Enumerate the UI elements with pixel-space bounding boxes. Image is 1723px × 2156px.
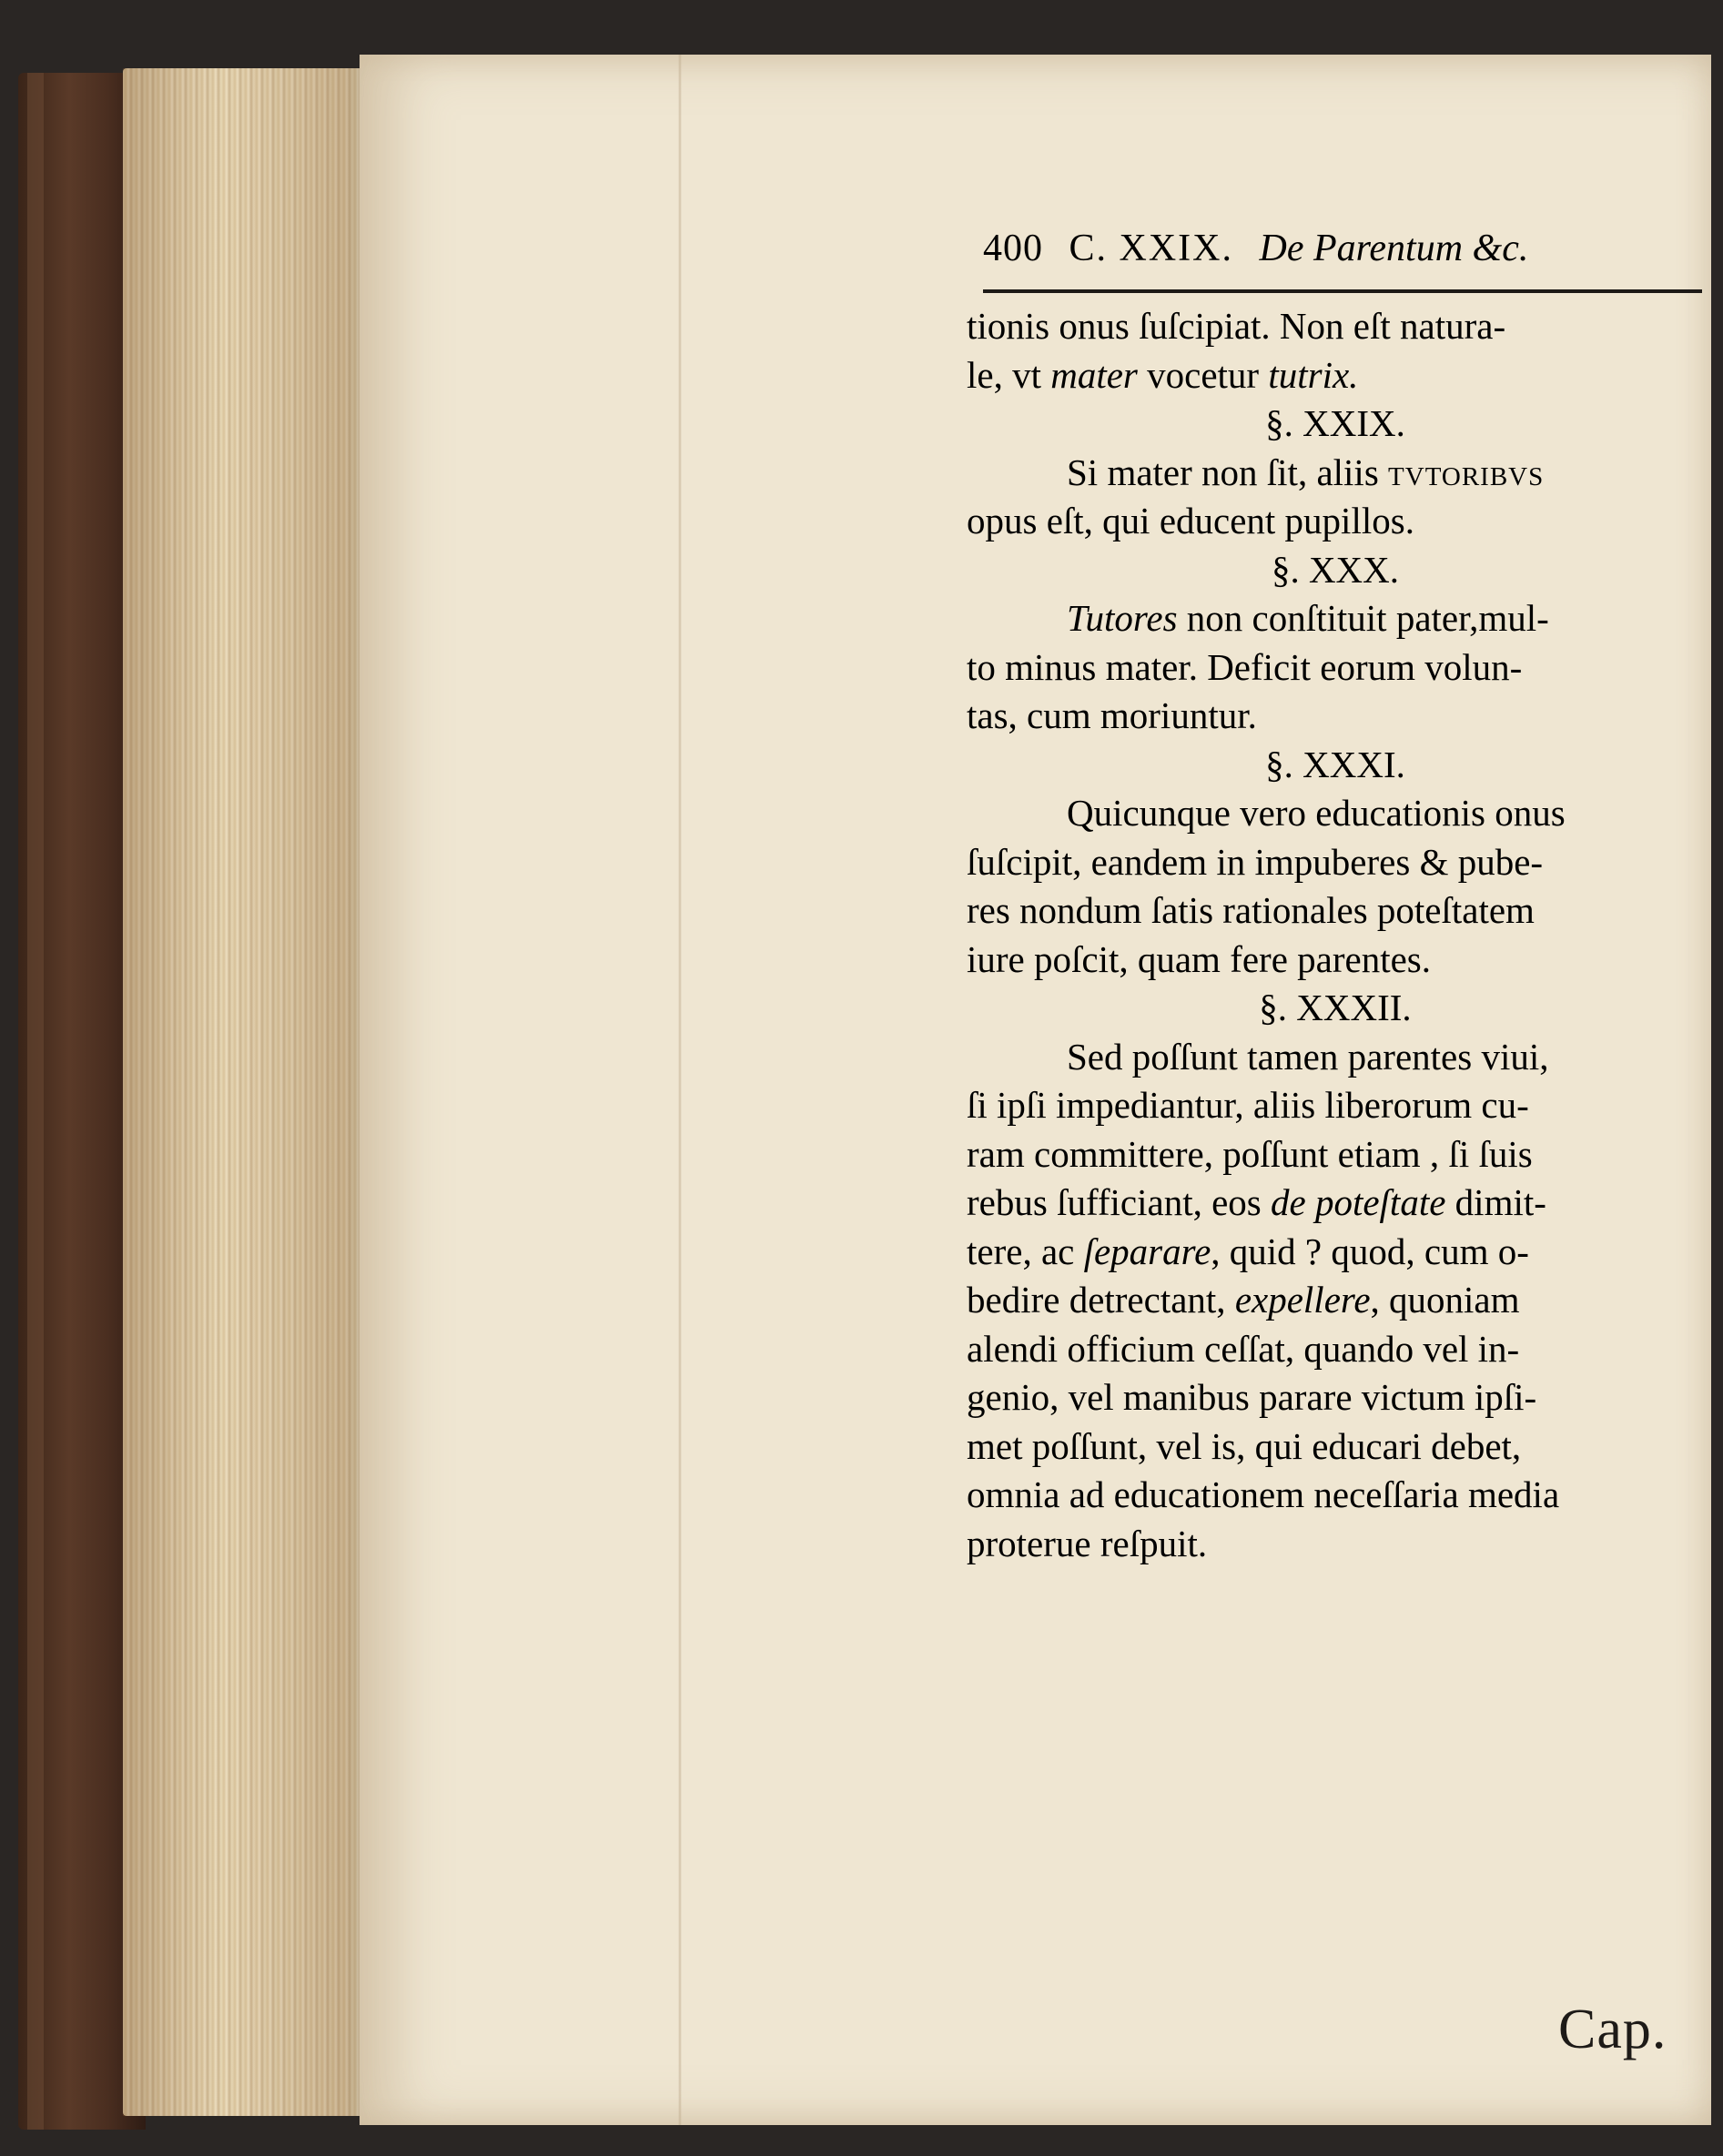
section-heading: §. XXXI. bbox=[1265, 743, 1405, 785]
gutter-fold bbox=[678, 55, 682, 2125]
section-heading: §. XXX. bbox=[1271, 548, 1400, 591]
text-line: Sed poſſunt tamen parentes viui, bbox=[1067, 1035, 1549, 1078]
running-title: De Parentum &c. bbox=[1259, 228, 1529, 269]
text-line: omnia ad educationem neceſſaria media bbox=[967, 1473, 1560, 1515]
header-rule bbox=[983, 289, 1702, 293]
catchword: Cap. bbox=[1558, 1999, 1667, 2060]
section-heading: §. XXIX. bbox=[1265, 402, 1405, 444]
running-header bbox=[983, 228, 1702, 269]
text-line: met poſſunt, vel is, qui educari debet, bbox=[967, 1424, 1522, 1467]
text-line: Quicunque vero educationis onus bbox=[1067, 792, 1566, 834]
text-line: le, vt mater vocetur tutrix. bbox=[967, 353, 1359, 396]
text-line: tere, ac ſeparare, quid ? quod, cum o- bbox=[967, 1230, 1529, 1272]
text-line: iure poſcit, quam fere parentes. bbox=[967, 937, 1431, 980]
text-line: Si mater non ſit, aliis tvtoribvs bbox=[1067, 450, 1545, 493]
text-line: to minus mater. Deficit eorum volun- bbox=[967, 645, 1523, 688]
cover-edge bbox=[27, 73, 44, 2130]
page-edges-shadow bbox=[123, 68, 369, 2116]
text-line: tionis onus ſuſcipiat. Non eſt natura- bbox=[967, 305, 1506, 347]
text-line: tas, cum moriuntur. bbox=[967, 694, 1257, 736]
page-number: 400 bbox=[983, 228, 1043, 269]
text-line: res nondum ſatis rationales poteſtatem bbox=[967, 889, 1535, 931]
text-line: bedire detrectant, expellere, quoniam bbox=[967, 1279, 1520, 1321]
page-body bbox=[967, 302, 1704, 1568]
text-line: genio, vel manibus parare victum ipſi- bbox=[967, 1376, 1537, 1418]
section-heading: §. XXXII. bbox=[1259, 987, 1412, 1028]
text-line: alendi officium ceſſat, quando vel in- bbox=[967, 1327, 1520, 1370]
text-line: ſuſcipit, eandem in impuberes & pube- bbox=[967, 840, 1544, 883]
text-line: Tutores non conſtituit pater,mul- bbox=[1067, 597, 1549, 639]
chapter-number: C. XXIX. bbox=[1069, 228, 1233, 269]
text-line: opus eſt, qui educent pupillos. bbox=[967, 500, 1414, 542]
text-line: ſi ipſi impediantur, aliis liberorum cu- bbox=[967, 1084, 1529, 1126]
text-line: ram committere, poſſunt etiam , ſi ſuis bbox=[967, 1132, 1533, 1175]
text-line: proterue reſpuit. bbox=[967, 1522, 1208, 1564]
text-line: rebus ſufficiant, eos de poteſtate dimit- bbox=[967, 1181, 1546, 1223]
